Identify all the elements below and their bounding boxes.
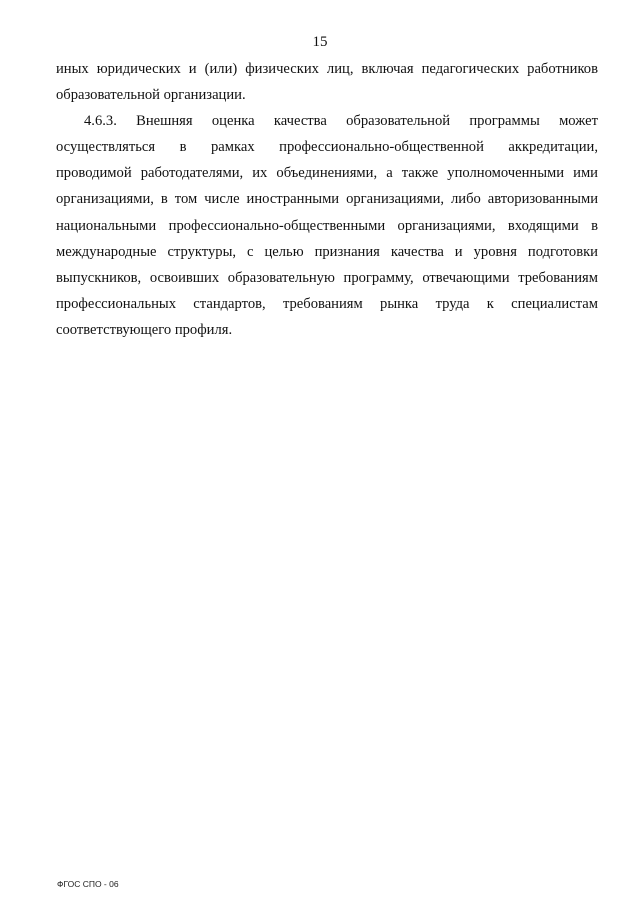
text-line: соответствующего профиля. [56,321,233,338]
text-line: профессиональных стандартов, требованиям рынка труда к специалистам [56,295,598,312]
body-text [56,56,598,343]
paragraph-start-line: 4.6.3. Внешняя оценка качества образовательной программы может [84,113,598,130]
text-line: иных юридических и (или) физических лиц, включая педагогических работников [56,61,598,77]
text-line: осуществляться в рамках профессионально-общественной аккредитации, [56,139,598,156]
text-line: организациями, в том числе иностранными организациями, либо авторизованными [56,191,598,208]
text-line: международные структуры, с целью признания качества и уровня подготовки [56,243,598,260]
text-line: выпускников, освоивших образовательную программу, отвечающими требованиям [56,269,598,286]
document-footer: ФГОС СПО - 06 [57,879,119,889]
text-line: национальными профессионально-общественными организациями, входящими в [56,217,598,234]
text-line: проводимой работодателями, их объединениями, а также уполномоченными ими [56,165,598,182]
page-number: 15 [312,34,328,50]
text-line: образовательной организации. [56,87,246,104]
